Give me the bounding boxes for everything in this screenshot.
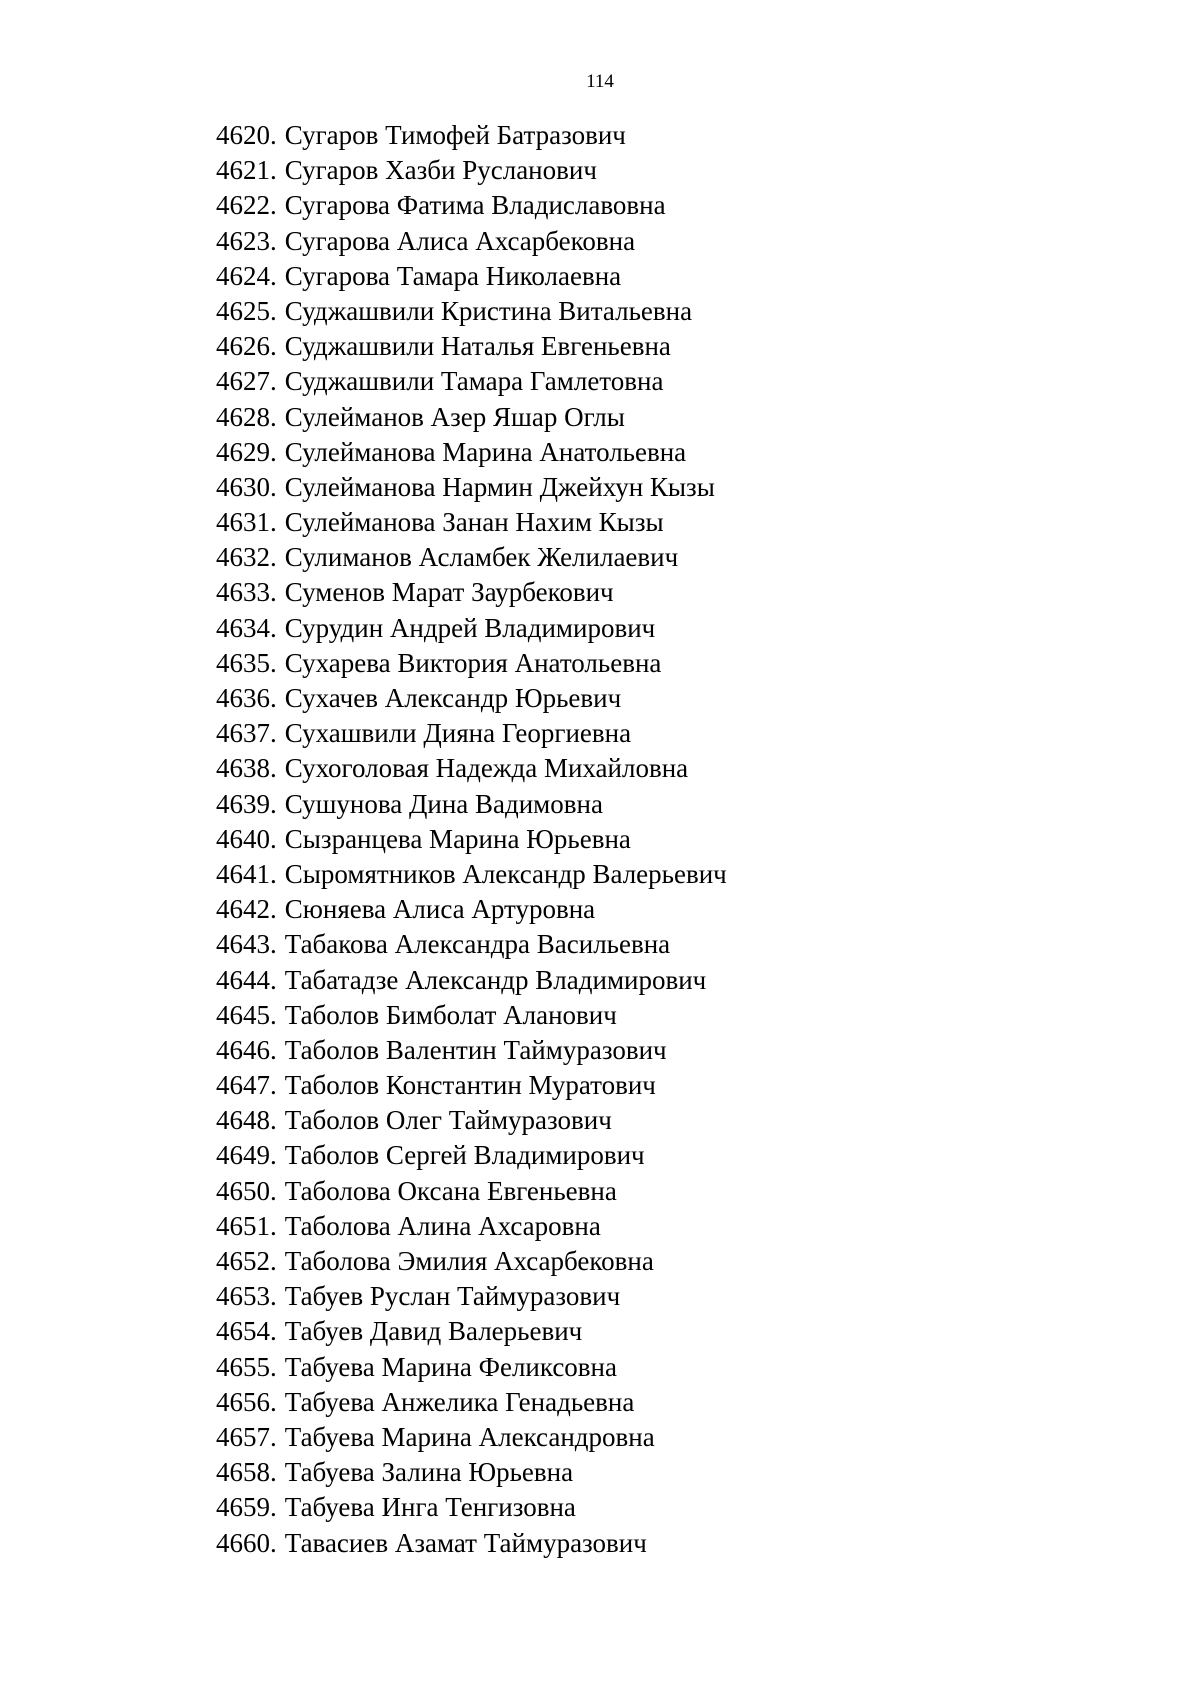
entry-number: 4654. [216, 1316, 277, 1347]
list-item [216, 1068, 727, 1103]
entry-name: Сулейманов Азер Яшар Оглы [284, 401, 625, 432]
entry-name: Сугаров Хазби Русланович [284, 155, 597, 186]
entry-number: 4637. [216, 718, 277, 749]
list-item [216, 1526, 727, 1561]
list-item [216, 294, 727, 329]
entry-number: 4660. [216, 1527, 277, 1558]
list-item [216, 435, 727, 470]
entry-number: 4639. [216, 788, 277, 819]
entry-number: 4648. [216, 1105, 277, 1136]
entry-name: Сухачев Александр Юрьевич [284, 683, 622, 713]
entry-name: Суменов Марат Заурбекович [284, 577, 614, 608]
entry-number: 4624. [216, 260, 277, 291]
list-item [216, 470, 727, 505]
list-item [216, 1244, 727, 1279]
list-item [216, 1350, 727, 1385]
entry-name: Сыромятников Александр Валерьевич [284, 858, 727, 889]
entry-name: Сугарова Тамара Николаевна [284, 260, 622, 291]
entry-number: 4636. [216, 683, 277, 713]
list-item [216, 1279, 727, 1314]
entry-number: 4641. [216, 858, 277, 889]
name-list [216, 118, 727, 1561]
entry-number: 4653. [216, 1281, 277, 1312]
entry-name: Табакова Александра Васильевна [284, 929, 671, 960]
entry-name: Суджашвили Кристина Витальевна [284, 295, 693, 326]
entry-number: 4631. [216, 507, 277, 538]
entry-number: 4633. [216, 577, 277, 608]
entry-number: 4632. [216, 542, 277, 573]
entry-name: Табуева Марина Александровна [284, 1421, 655, 1452]
entry-number: 4638. [216, 753, 277, 784]
entry-name: Сулейманова Марина Анатольевна [284, 436, 687, 467]
entry-number: 4656. [216, 1386, 277, 1417]
list-item [216, 892, 727, 927]
entry-number: 4628. [216, 401, 277, 432]
list-item [216, 787, 727, 822]
entry-name: Табатадзе Александр Владимирович [284, 964, 707, 995]
list-item [216, 611, 727, 646]
list-item [216, 1385, 727, 1420]
page-number: 114 [586, 71, 614, 92]
entry-number: 4627. [216, 366, 277, 397]
entry-name: Сугаров Тимофей Батразович [284, 120, 626, 150]
entry-number: 4647. [216, 1070, 277, 1101]
list-item [216, 751, 727, 786]
entry-number: 4629. [216, 436, 277, 467]
entry-name: Таболов Олег Таймуразович [284, 1105, 612, 1136]
list-item [216, 1103, 727, 1138]
entry-name: Сюняева Алиса Артуровна [284, 894, 596, 925]
list-item [216, 681, 727, 716]
entry-name: Таболова Эмилия Ахсарбековна [284, 1246, 654, 1276]
entry-name: Тавасиев Азамат Таймуразович [284, 1527, 647, 1558]
list-item [216, 1209, 727, 1244]
entry-number: 4659. [216, 1492, 277, 1523]
entry-name: Таболова Алина Ахсаровна [284, 1210, 601, 1241]
entry-name: Сухоголовая Надежда Михайловна [284, 753, 689, 784]
list-item [216, 1314, 727, 1349]
list-item [216, 716, 727, 751]
entry-number: 4649. [216, 1140, 277, 1171]
entry-number: 4646. [216, 1034, 277, 1065]
entry-name: Таболова Оксана Евгеньевна [284, 1175, 617, 1206]
entry-name: Суджашвили Тамара Гамлетовна [284, 366, 664, 397]
list-item [216, 400, 727, 435]
entry-number: 4635. [216, 647, 277, 678]
entry-number: 4623. [216, 225, 277, 256]
entry-name: Табуев Давид Валерьевич [284, 1316, 583, 1347]
entry-number: 4622. [216, 190, 277, 221]
entry-name: Табуева Марина Феликсовна [284, 1351, 617, 1382]
entry-name: Табуева Анжелика Генадьевна [284, 1386, 635, 1417]
entry-name: Сугарова Фатима Владиславовна [284, 190, 666, 221]
list-item [216, 1174, 727, 1209]
entry-number: 4630. [216, 471, 277, 502]
list-item [216, 329, 727, 364]
list-item [216, 259, 727, 294]
entry-name: Сухашвили Дияна Георгиевна [284, 718, 632, 749]
entry-name: Таболов Валентин Таймуразович [284, 1034, 667, 1065]
list-item [216, 505, 727, 540]
entry-name: Табуева Залина Юрьевна [284, 1457, 574, 1488]
list-item [216, 575, 727, 610]
entry-name: Таболов Сергей Владимирович [284, 1140, 645, 1171]
list-item [216, 857, 727, 892]
list-item [216, 540, 727, 575]
list-item [216, 927, 727, 962]
entry-number: 4634. [216, 612, 277, 643]
entry-number: 4655. [216, 1351, 277, 1382]
entry-number: 4621. [216, 155, 277, 186]
list-item [216, 646, 727, 681]
entry-name: Таболов Константин Муратович [284, 1070, 656, 1101]
entry-number: 4650. [216, 1175, 277, 1206]
entry-number: 4652. [216, 1246, 277, 1276]
entry-number: 4645. [216, 999, 277, 1030]
entry-name: Сулиманов Асламбек Желилаевич [284, 542, 679, 573]
entry-name: Сугарова Алиса Ахсарбековна [284, 225, 636, 256]
entry-name: Сухарева Виктория Анатольевна [284, 647, 662, 678]
entry-number: 4626. [216, 331, 277, 362]
list-item [216, 998, 727, 1033]
list-item [216, 364, 727, 399]
entry-name: Сызранцева Марина Юрьевна [284, 823, 631, 854]
entry-number: 4640. [216, 823, 277, 854]
entry-number: 4651. [216, 1210, 277, 1241]
list-item [216, 1490, 727, 1525]
entry-name: Табуева Инга Тенгизовна [284, 1492, 576, 1523]
entry-number: 4620. [216, 120, 277, 150]
entry-name: Таболов Бимболат Аланович [284, 999, 617, 1030]
list-item [216, 153, 727, 188]
list-item [216, 1033, 727, 1068]
entry-name: Сулейманова Нармин Джейхун Кызы [284, 471, 715, 502]
list-item [216, 1138, 727, 1173]
entry-number: 4657. [216, 1421, 277, 1452]
list-item [216, 1455, 727, 1490]
entry-name: Сулейманова Занан Нахим Кызы [284, 507, 664, 538]
entry-name: Сушунова Дина Вадимовна [284, 788, 603, 819]
list-item [216, 963, 727, 998]
list-item [216, 118, 727, 153]
entry-name: Табуев Руслан Таймуразович [284, 1281, 621, 1312]
list-item [216, 188, 727, 223]
entry-number: 4643. [216, 929, 277, 960]
list-item [216, 1420, 727, 1455]
entry-name: Сурудин Андрей Владимирович [284, 612, 656, 643]
entry-number: 4644. [216, 964, 277, 995]
entry-number: 4625. [216, 295, 277, 326]
entry-number: 4658. [216, 1457, 277, 1488]
list-item [216, 822, 727, 857]
entry-name: Суджашвили Наталья Евгеньевна [284, 331, 671, 362]
list-item [216, 224, 727, 259]
entry-number: 4642. [216, 894, 277, 925]
